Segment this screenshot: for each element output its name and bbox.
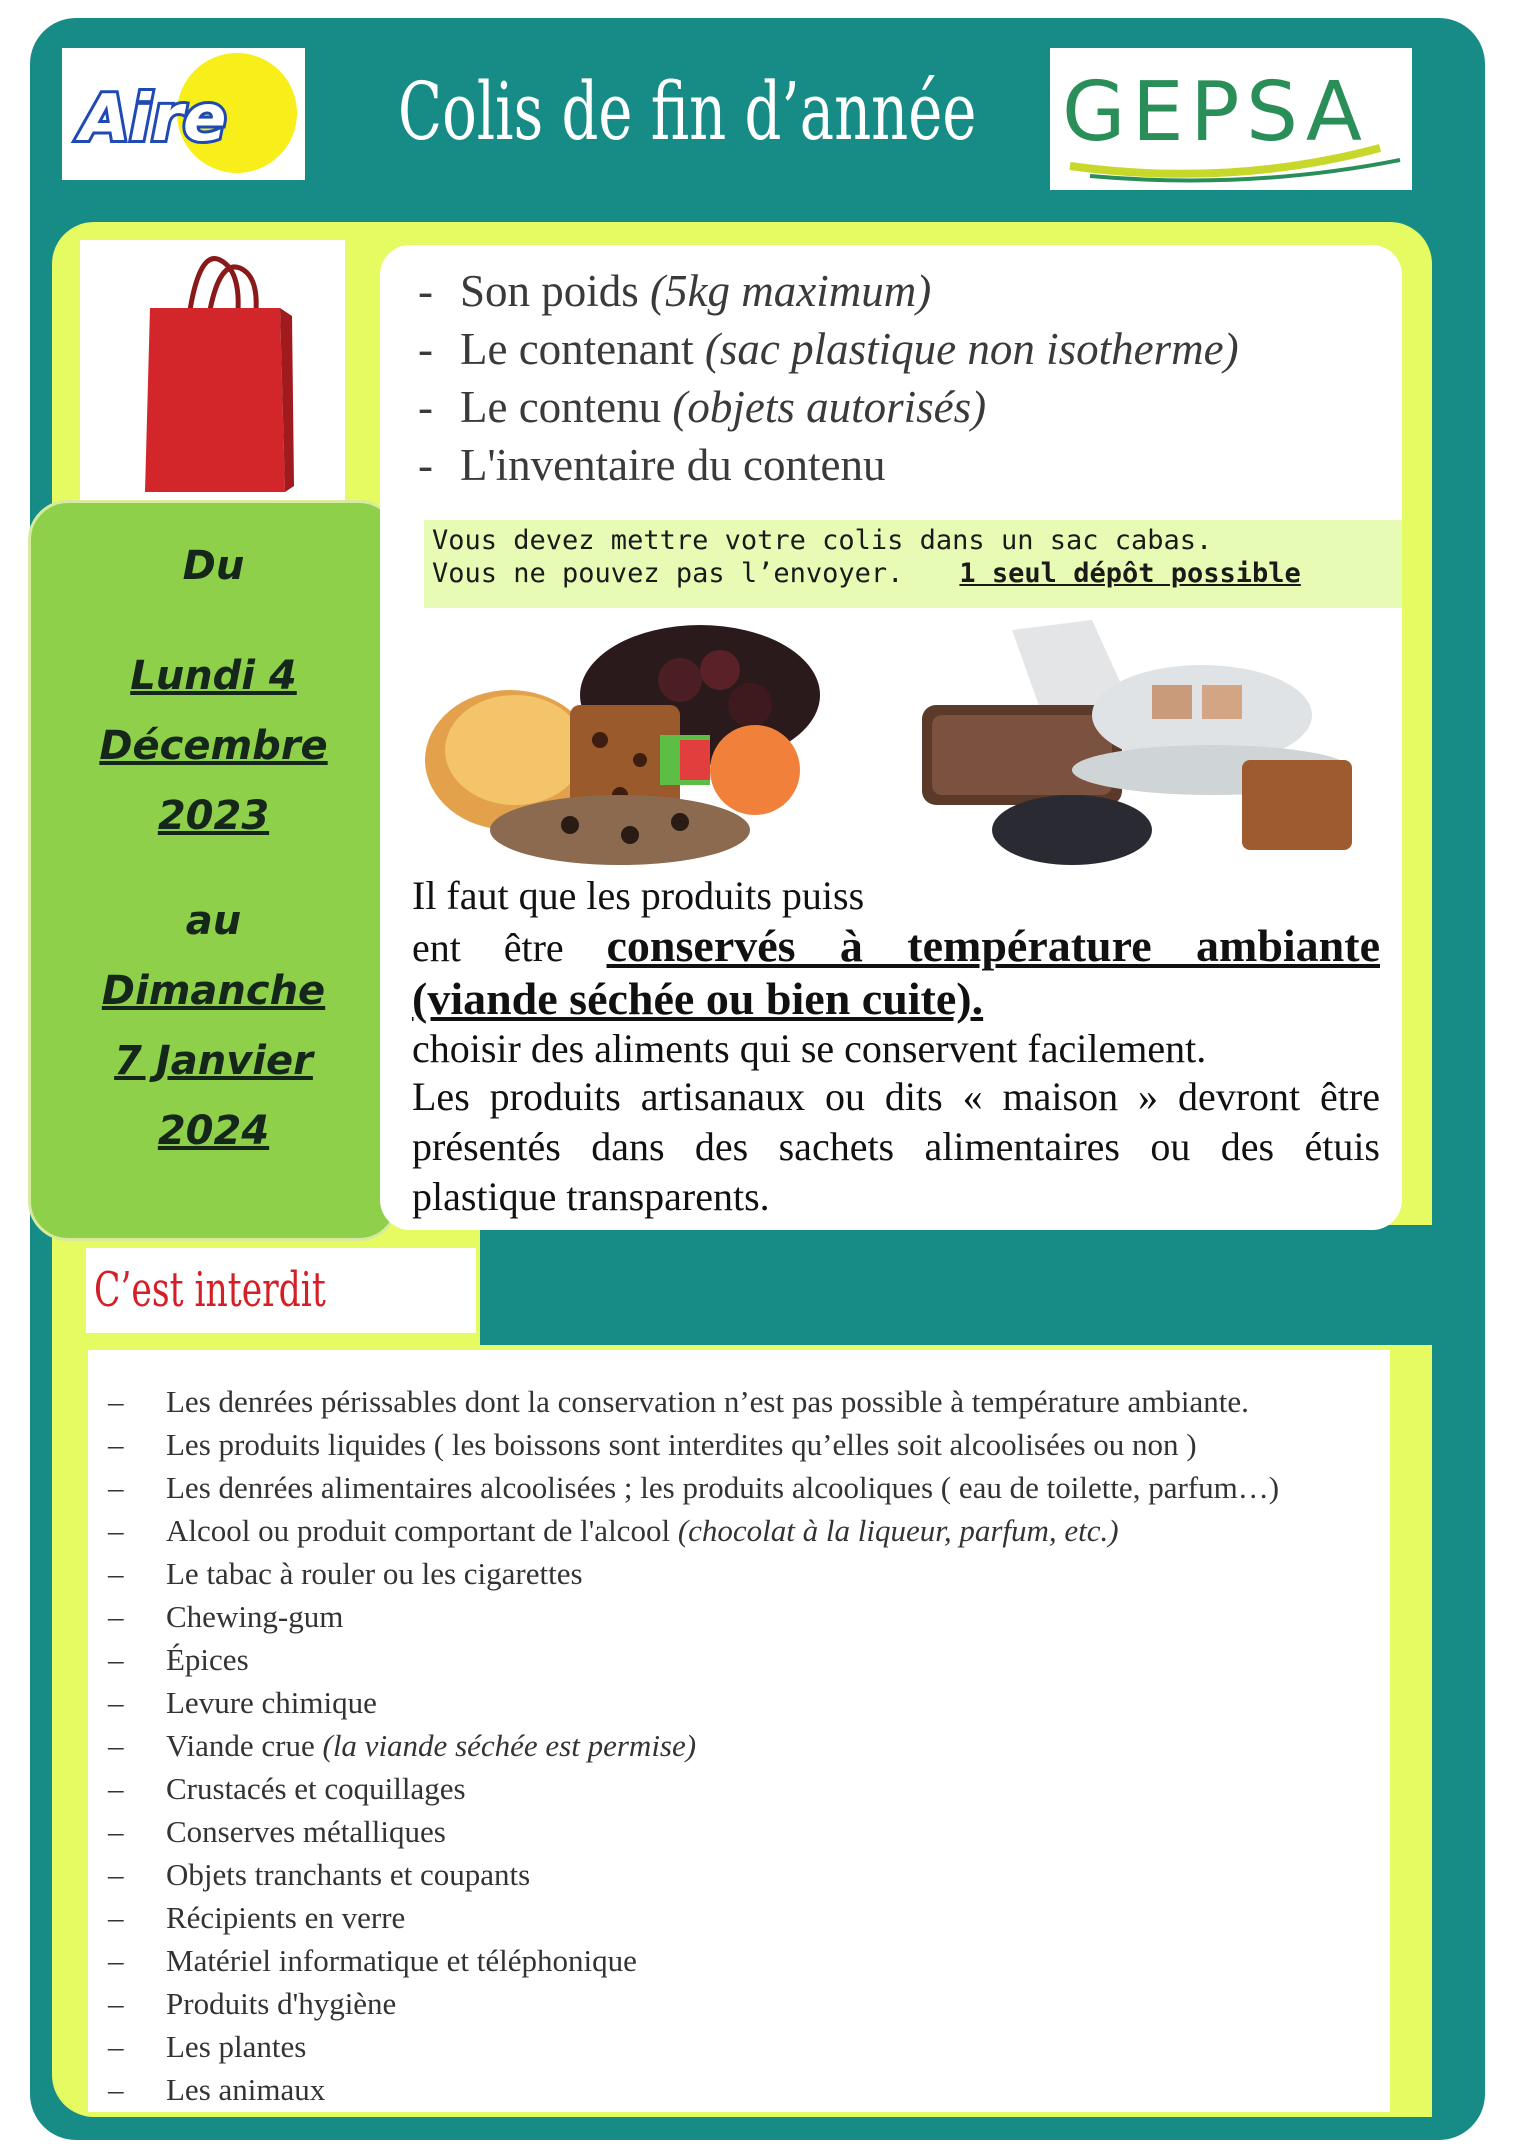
divider-band xyxy=(480,1225,1440,1345)
list-item: – Les plantes xyxy=(108,2029,307,2064)
date-range-box xyxy=(28,500,399,1241)
end-year: 2024 xyxy=(157,1108,270,1154)
page-title: Colis de fin d’année xyxy=(398,65,977,158)
list-item: – Épices xyxy=(108,1642,249,1677)
end-day: Dimanche xyxy=(101,968,326,1014)
note-line-2: Vous ne pouvez pas l’envoyer. 1 seul dépôt possible xyxy=(432,558,1301,589)
gepsa-logo xyxy=(1050,48,1412,190)
criteria-item: - Le contenu (objets autorisés) xyxy=(418,382,987,432)
list-item: – Les animaux xyxy=(108,2072,326,2107)
date-from-label: Du xyxy=(182,543,245,589)
rules-line-5: Les produits artisanaux ou dits « maison » devront être présentés dans des sachets alimentaires ou des étuis plastique transparents. xyxy=(412,1074,1380,1219)
shopping-bag-icon xyxy=(80,240,345,510)
deposit-note xyxy=(424,520,1402,608)
rules-line-3: (viande séchée ou bien cuite). xyxy=(412,973,984,1024)
list-item: – Matériel informatique et téléphonique xyxy=(108,1943,637,1978)
list-item: – Produits d'hygiène xyxy=(108,1986,397,2021)
cake-food-image xyxy=(420,610,840,875)
forbidden-title: C’est interdit xyxy=(94,1262,326,1318)
packaged-food-image xyxy=(912,610,1372,875)
aire-logo-text: Aire xyxy=(80,82,227,156)
gepsa-logo-text: GEPSA xyxy=(1062,65,1362,160)
start-year: 2023 xyxy=(157,793,270,839)
rules-line-4: choisir des aliments qui se conservent facilement. xyxy=(412,1026,1207,1071)
note-line-1: Vous devez mettre votre colis dans un sac cabas. xyxy=(432,525,1213,556)
criteria-item: - Son poids (5kg maximum) xyxy=(418,266,932,316)
list-item: – Récipients en verre xyxy=(108,1900,406,1935)
list-item: – Conserves métalliques xyxy=(108,1814,446,1849)
list-item: – Le tabac à rouler ou les cigarettes xyxy=(108,1556,583,1591)
list-item: – Viande crue (la viande séchée est permise) xyxy=(108,1728,697,1763)
list-item: – Les denrées périssables dont la conservation n’est pas possible à température ambiante. xyxy=(108,1384,1249,1419)
list-item: – Crustacés et coquillages xyxy=(108,1771,466,1806)
forbidden-list xyxy=(108,1380,1279,2111)
criteria-item: - Le contenant (sac plastique non isotherme) xyxy=(418,324,1239,374)
aire-logo xyxy=(62,48,305,180)
note-highlight: 1 seul dépôt possible xyxy=(959,558,1301,589)
criteria-list xyxy=(418,262,1239,494)
list-item: – Les denrées alimentaires alcoolisées ; les produits alcooliques ( eau de toilette, parfum…) xyxy=(108,1470,1280,1505)
criteria-item: - L'inventaire du contenu xyxy=(418,440,886,490)
rules-text xyxy=(412,872,1380,1222)
list-item: – Les produits liquides ( les boissons sont interdites qu’elles soit alcoolisées ou non ) xyxy=(108,1427,1197,1462)
end-date: 7 Janvier xyxy=(114,1038,313,1084)
start-day: Lundi 4 xyxy=(130,653,297,699)
rules-line-2: ent être conservés à température ambiante xyxy=(412,920,1380,971)
list-item: – Chewing-gum xyxy=(108,1599,344,1634)
list-item: – Alcool ou produit comportant de l'alcool (chocolat à la liqueur, parfum, etc.) xyxy=(108,1513,1119,1548)
rules-line-1: Il faut que les produits puiss xyxy=(412,873,865,918)
start-month: Décembre xyxy=(99,723,328,769)
list-item: – Levure chimique xyxy=(108,1685,377,1720)
list-item: – Objets tranchants et coupants xyxy=(108,1857,531,1892)
date-to-label: au xyxy=(185,898,242,944)
